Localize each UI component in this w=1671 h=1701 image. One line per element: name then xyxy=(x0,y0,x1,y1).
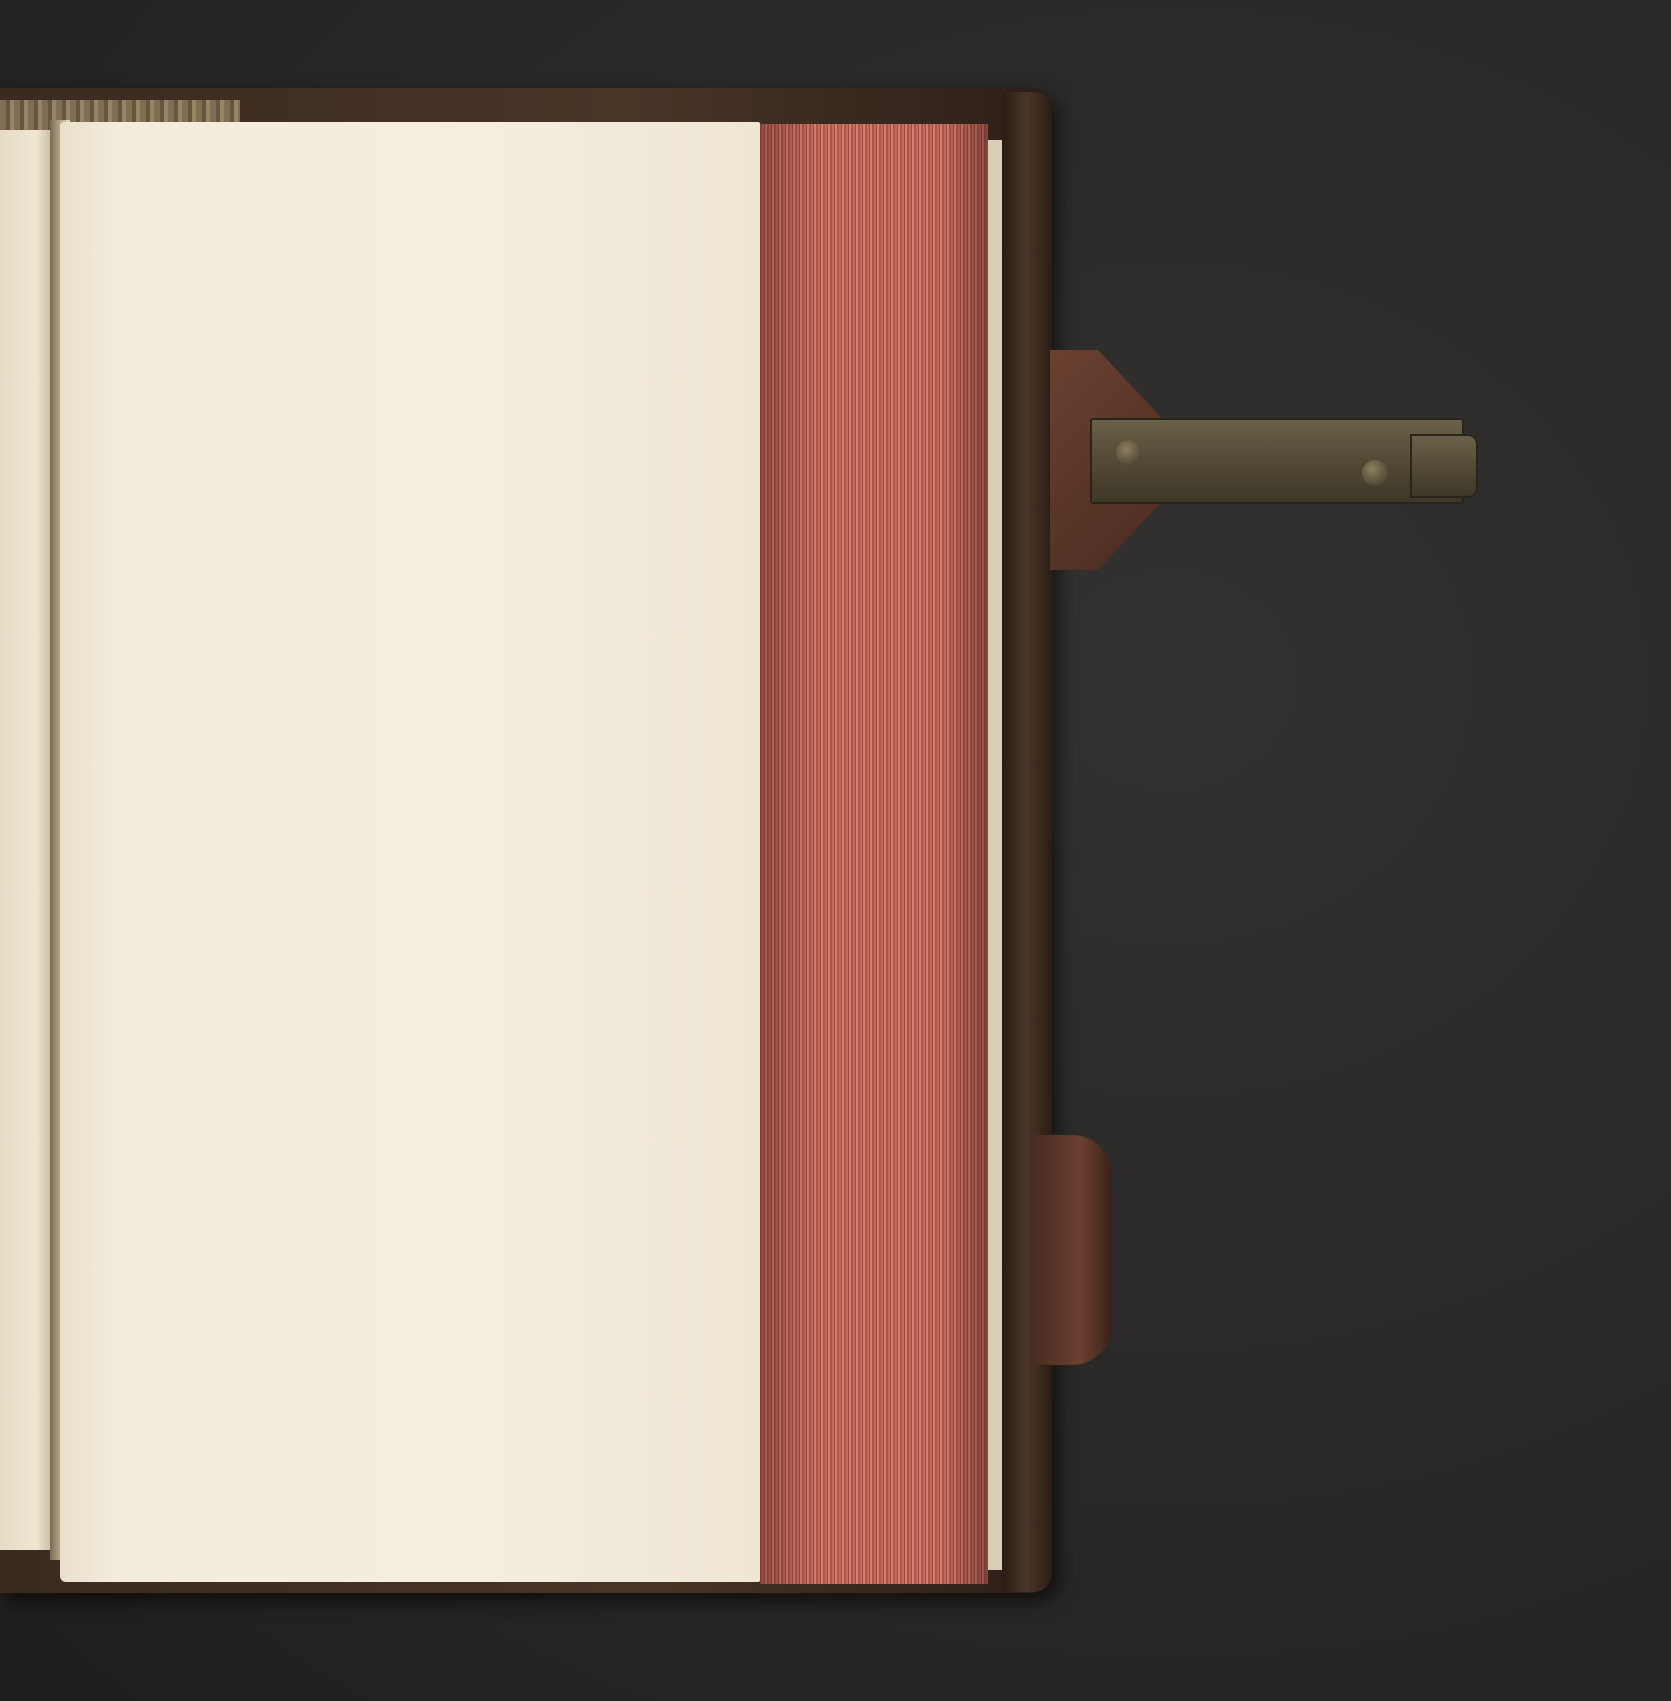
clasp-rivet-icon xyxy=(1116,440,1142,466)
clasp-hook[interactable] xyxy=(1410,434,1478,498)
cover-board-edge xyxy=(1002,92,1052,1592)
brass-clasp-bar[interactable] xyxy=(1090,418,1464,504)
right-page xyxy=(60,122,760,1582)
fore-edge-paper xyxy=(988,140,1002,1570)
left-page xyxy=(0,130,52,1550)
running-head xyxy=(152,184,592,223)
lower-clasp-catch xyxy=(1034,1135,1112,1365)
fore-edge-shading xyxy=(760,124,988,1584)
clasp-rivet-icon xyxy=(1362,460,1388,486)
